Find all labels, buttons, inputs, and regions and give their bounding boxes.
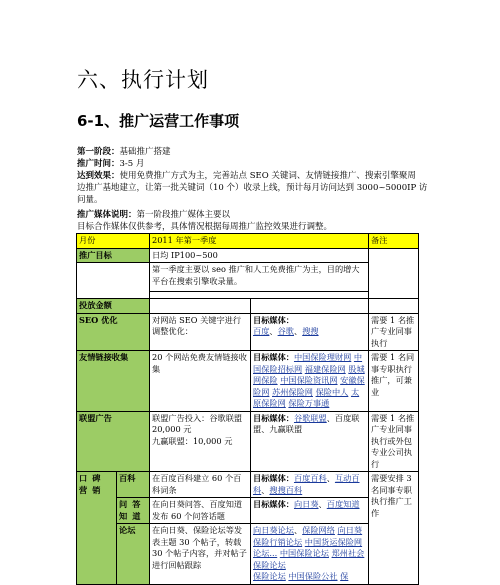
union-desc (150, 411, 251, 472)
media-link[interactable]: 保险论坛 (253, 571, 286, 581)
friend-desc: 20 个网站免费友情链接收集 (150, 351, 251, 412)
seo-desc: 对网站 SEO 关键字进行调整优化： (150, 313, 251, 351)
table-header-row (77, 234, 419, 249)
media-link[interactable]: 中国保险招标网 (253, 352, 363, 374)
forum-desc: 在向日葵、保险论坛等发表主题 30 个帖子，转载 30 个帖子内容，并对帖子进行回帖跟踪 (150, 524, 251, 585)
table-row (77, 351, 419, 412)
media-link[interactable]: 百度知道 (326, 499, 360, 509)
seo-media: 目标媒体： 百度、谷歌、搜搜 (251, 313, 369, 351)
qa-label: 问答知道 (117, 498, 150, 524)
media-link[interactable]: 百度 (253, 326, 270, 336)
forum-media: 向日葵论坛、保险网络 向日葵 保险行销论坛 中国货运保险网论坛... 中国保险论坛 郑州社会保险论坛 保险论坛 中国保险公社 保 (251, 524, 369, 585)
table-row (77, 411, 419, 472)
media-link[interactable]: 谷歌 (277, 326, 294, 336)
table-row (77, 313, 419, 351)
media-link[interactable]: 保 (340, 571, 349, 581)
spacer-cell (150, 292, 369, 299)
media-value: 第一阶段推广媒体主要以 (136, 210, 231, 220)
time-value: 3-5 月 (119, 159, 145, 169)
media-link[interactable]: 郑州社会保险论坛 (253, 548, 365, 570)
union-desc-1: 联盟广告投入：谷歌联盟 (152, 412, 243, 423)
media-paragraph (77, 209, 437, 233)
union-desc-3: 九赢联盟：10,000 元 (152, 435, 233, 446)
baike-label: 百科 (117, 472, 150, 498)
table-row (77, 248, 419, 263)
media-link[interactable]: 向日葵论坛 (253, 525, 294, 535)
media-link[interactable]: 安徽保险网 (253, 375, 365, 397)
seo-media-label: 目标媒体： (253, 314, 294, 325)
media-label: 推广媒体说明： (77, 210, 137, 220)
media-link[interactable]: 百度百科 (293, 473, 327, 483)
friend-label: 友情链接收集 (77, 351, 150, 412)
target-value: 日均 IP100~500 (150, 248, 369, 263)
media-link[interactable]: 向日葵 (293, 499, 319, 509)
effect-label: 达到效果： (77, 171, 120, 181)
media-link[interactable]: 中国货运保险网论坛... (253, 536, 363, 558)
empty-cell (77, 263, 150, 299)
plan-table (76, 233, 419, 585)
effect-line-3: 问量。 (77, 195, 103, 205)
empty-cell (251, 299, 369, 314)
qa-media-label: 目标媒体： (253, 499, 294, 509)
friend-note: 需要 1 名同事专职执行推广，可兼业 (369, 351, 419, 412)
seo-label: SEO 优化 (77, 313, 150, 351)
media-link[interactable]: 搜搜百科 (269, 484, 303, 495)
media-link[interactable]: 谷歌联盟 (293, 412, 327, 423)
time-line (77, 158, 437, 170)
qa-media: 目标媒体：向日葵、百度知道 (251, 498, 369, 524)
header-note: 备注 (369, 234, 419, 249)
media-link[interactable]: 保险中人 (315, 386, 349, 397)
media-link[interactable]: 中国保险资讯网 (280, 375, 338, 385)
table-row (77, 524, 419, 585)
header-quarter: 2011 年第一季度 (150, 234, 369, 249)
media-link[interactable]: 中国保险论坛 (279, 548, 329, 558)
baike-desc: 在百度百科建立 60 个百科词条 (150, 472, 251, 498)
table-row (77, 299, 419, 314)
media-link[interactable]: 保险行销论坛 (253, 536, 303, 547)
target-label: 推广目标 (77, 248, 150, 263)
section-heading: 六、执行计划 (77, 68, 209, 92)
baike-media-label: 目标媒体： (253, 473, 294, 483)
media-link[interactable]: 保险网络 (302, 525, 335, 535)
phase-value: 基础推广搭建 (119, 147, 171, 157)
target-desc: 第一季度主要以 seo 推广和人工免费推广为主，目的增大平台在搜索引擎收录量。 (150, 263, 369, 292)
friend-media (251, 351, 369, 412)
media-link[interactable]: 太原保险网 (253, 386, 360, 408)
phase-label: 第一阶段： (77, 147, 120, 157)
table-row (77, 498, 419, 524)
wom-label: 口碑营销 (77, 472, 117, 585)
empty-cell (150, 299, 251, 314)
union-media-rest: 、百度联盟、九赢联盟 (253, 412, 360, 434)
empty-note (369, 248, 419, 299)
media-link[interactable]: 保险万事通 (288, 398, 330, 408)
media-line-2: 目标合作媒体仅供参考，具体情况根据每周推广监控效果进行调整。 (77, 222, 333, 232)
media-link[interactable]: 向日葵 (337, 525, 363, 535)
media-link[interactable]: 苏州保险网 (272, 386, 313, 397)
media-link[interactable]: 中国保险公社 (288, 571, 338, 581)
baike-media: 目标媒体：百度百科、互动百科、搜搜百科 (251, 472, 369, 498)
friend-media-label: 目标媒体： (253, 352, 294, 362)
table-row (77, 263, 419, 292)
effect-line-1: 使用免费推广方式为主，完善站点 SEO 关键词、友情链接推广、搜索引擎聚周 (119, 171, 416, 181)
forum-label: 论坛 (117, 524, 150, 585)
seo-note: 需要 1 名推广专业同事执行 (369, 313, 419, 351)
media-link[interactable]: 搜搜 (302, 326, 319, 336)
empty-cell (369, 299, 419, 314)
effect-line-2: 边推广基地建立，让第一批关键词（10 个）收录上线，预计每月访问达到 3000~5000IP 访 (77, 183, 428, 193)
union-desc-2: 20,000 元 (152, 424, 192, 434)
union-media (251, 411, 369, 472)
qa-desc: 在向日葵问答、百度知道发布 60 个问答话题 (150, 498, 251, 524)
table-row (77, 472, 419, 498)
union-note: 需要 1 名推广专业同事执行或外包专业公司执行 (369, 411, 419, 472)
media-link[interactable]: 福建保险网 (304, 363, 346, 374)
media-link[interactable]: 股城网保险 (253, 363, 365, 385)
union-label: 联盟广告 (77, 411, 150, 472)
media-link[interactable]: 互动百科 (253, 473, 360, 495)
media-link[interactable]: 中国保险理财网 (293, 352, 352, 362)
budget-label: 投放金额 (77, 299, 150, 314)
time-label: 推广时间： (77, 159, 120, 169)
effect-paragraph (77, 170, 437, 206)
subsection-heading: 6-1、推广运营工作事项 (77, 112, 240, 130)
header-month: 月份 (77, 234, 150, 249)
union-media-label: 目标媒体： (253, 412, 294, 423)
wom-note: 需要安排 3 名同事专职执行推广工作 (369, 472, 419, 585)
phase-line (77, 146, 437, 158)
